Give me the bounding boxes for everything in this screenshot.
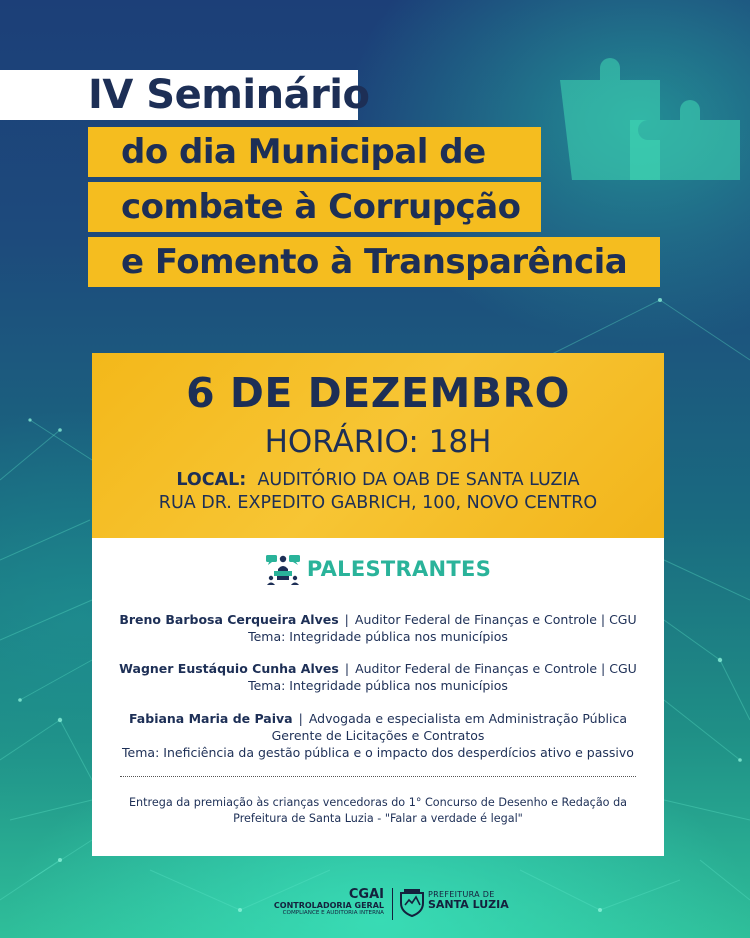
speakers-panel: [92, 538, 664, 856]
location-value: AUDITÓRIO DA OAB DE SANTA LUZIA: [257, 470, 580, 490]
speaker-name: Breno Barbosa Cerqueira Alves: [119, 612, 339, 627]
prefeitura-logo: [428, 890, 509, 911]
dotted-divider: [120, 776, 636, 777]
speaker-name: Wagner Eustáquio Cunha Alves: [119, 661, 339, 676]
speaker-theme: Tema: Ineficiência da gestão pública e o impacto dos desperdícios ativo e passivo: [122, 745, 634, 760]
speaker-name: Fabiana Maria de Paiva: [129, 711, 293, 726]
prefeitura-label: PREFEITURA DE: [428, 890, 495, 899]
speaker-item: [92, 710, 664, 761]
award-line-2: Prefeitura de Santa Luzia - "Falar a verdade é legal": [233, 812, 523, 825]
award-note: [122, 795, 634, 827]
speaker-role-secondary: Gerente de Licitações e Contratos: [271, 728, 485, 743]
cgai-logo: [258, 888, 384, 917]
speaker-role: Auditor Federal de Finanças e Controle | CGU: [354, 612, 637, 627]
separator: |: [344, 612, 349, 627]
city-emblem-icon: [398, 887, 426, 917]
award-line-1: Entrega da premiação às crianças vencedoras do 1° Concurso de Desenho e Redação da: [128, 796, 628, 809]
city-name: SANTA LUZIA: [428, 898, 509, 911]
title-line-1: IV Seminário: [0, 70, 358, 120]
cgai-tagline: COMPLIANCE E AUDITORIA INTERNA: [282, 910, 384, 916]
speakers-heading: PALESTRANTES: [306, 557, 492, 581]
footer-divider: [392, 888, 393, 920]
event-date: 6 DE DEZEMBRO: [186, 369, 570, 417]
separator: |: [344, 661, 350, 676]
speaker-item: [92, 611, 664, 645]
speaker-role: Auditor Federal de Finanças e Controle | CGU: [355, 661, 637, 676]
title-line-2: do dia Municipal de: [88, 127, 541, 177]
speakers-header: [92, 552, 664, 586]
separator: |: [298, 711, 303, 726]
event-address: RUA DR. EXPEDITO GABRICH, 100, NOVO CENTRO: [158, 493, 598, 513]
speaker-role: Advogada e especialista em Administração Pública: [308, 711, 627, 726]
cgai-subtitle: CONTROLADORIA GERAL: [273, 901, 384, 910]
speaker-item: [92, 660, 664, 694]
title-line-3: combate à Corrupção: [88, 182, 541, 232]
presentation-icon: [265, 552, 301, 586]
event-location: [92, 470, 664, 490]
cgai-name: CGAI: [348, 887, 384, 902]
speaker-theme: Tema: Integridade pública nos municípios: [248, 678, 508, 693]
speaker-theme: Tema: Integridade pública nos municípios: [248, 629, 508, 644]
title-line-4: e Fomento à Transparência: [88, 237, 660, 287]
location-label: LOCAL:: [176, 470, 247, 490]
event-time: HORÁRIO: 18H: [264, 424, 492, 460]
event-info-box: [92, 353, 664, 538]
